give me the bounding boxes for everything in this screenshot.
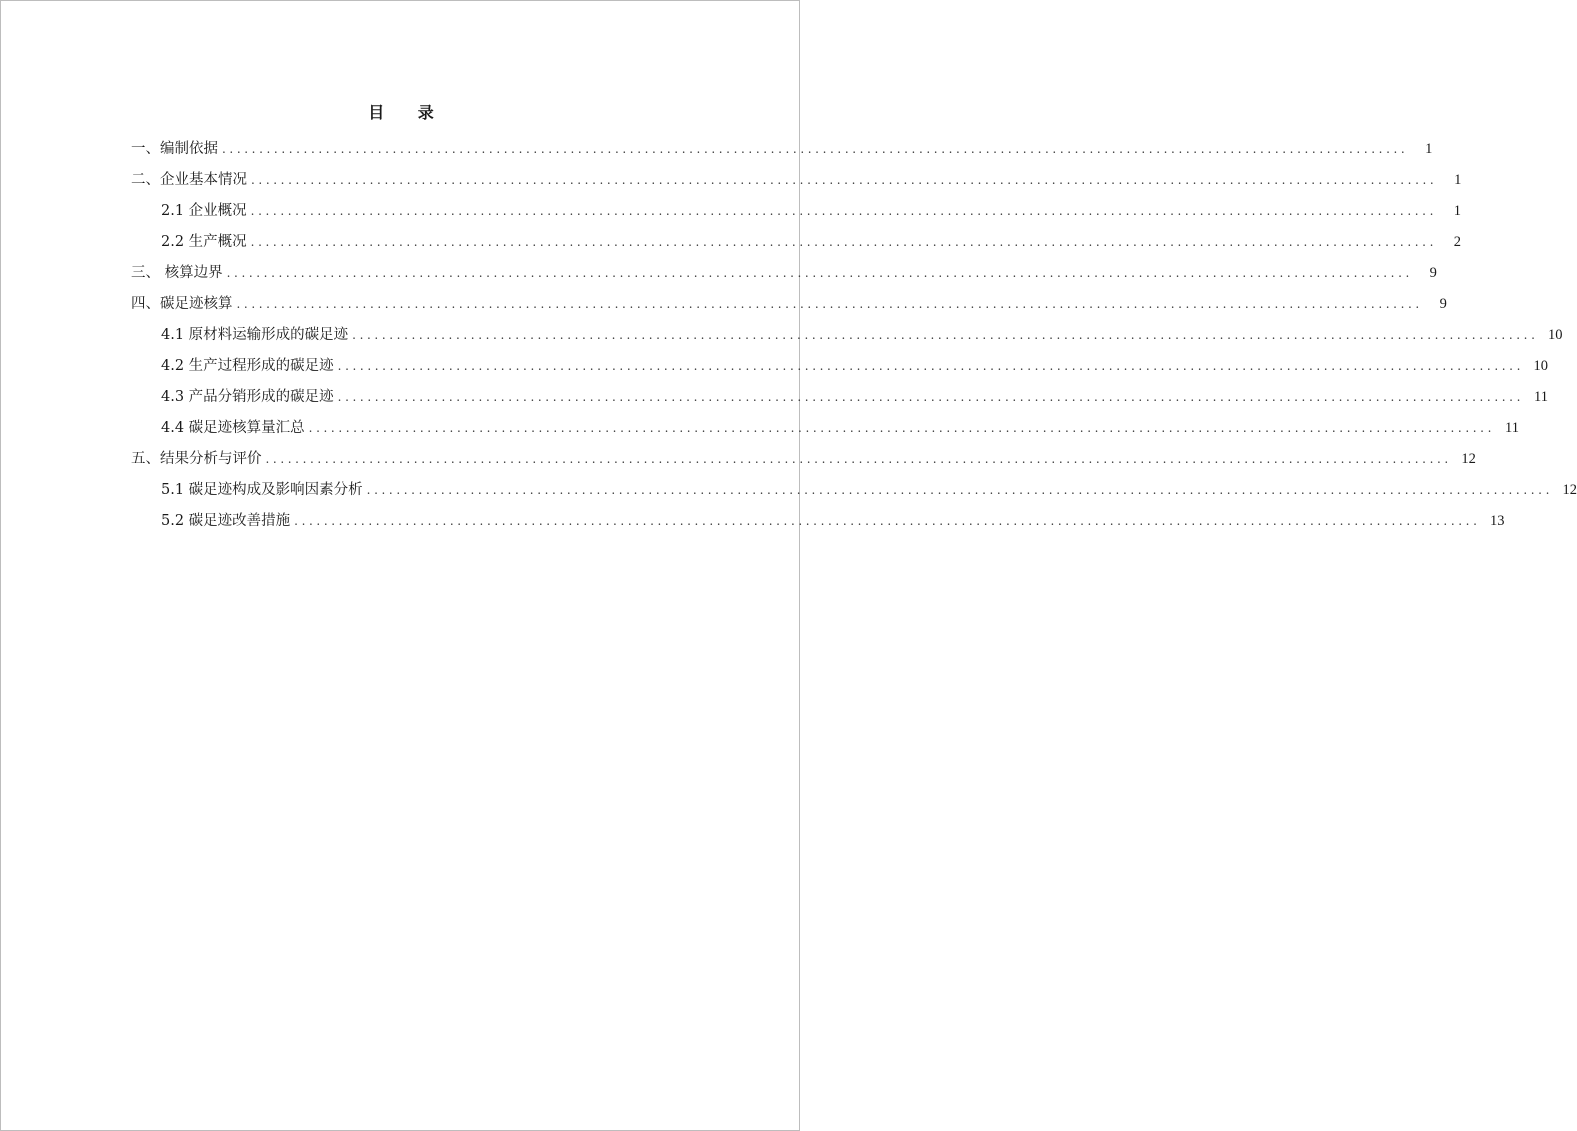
toc-entry-4-2[interactable] (131, 351, 1548, 382)
toc-entry-label: 4.3 产品分销形成的碳足迹 (161, 389, 334, 405)
toc-entry-1[interactable] (131, 134, 1433, 165)
toc-entry-label: 4.1 原材料运输形成的碳足迹 (161, 327, 349, 343)
toc-dot-leader: ................................................................................................................................................................ (226, 266, 1413, 280)
toc-entry-label: 二、企业基本情况 (131, 172, 247, 188)
toc-dot-leader: ................................................................................................................................................................ (308, 421, 1495, 435)
table-of-contents (131, 134, 1577, 537)
toc-entry-label: 五、结果分析与评价 (131, 451, 262, 467)
toc-entry-page: 13 (1489, 513, 1505, 529)
toc-entry-2-2[interactable] (131, 227, 1461, 258)
toc-entry-2[interactable] (131, 165, 1462, 196)
toc-entry-label: 四、碳足迹核算 (131, 296, 233, 312)
toc-dot-leader: ................................................................................................................................................................ (251, 173, 1438, 187)
toc-entry-3[interactable] (131, 258, 1437, 289)
toc-entry-4-3[interactable] (131, 382, 1548, 413)
toc-entry-page: 1 (1425, 141, 1433, 157)
toc-entry-label: 4.2 生产过程形成的碳足迹 (161, 358, 334, 374)
toc-entry-5[interactable] (131, 444, 1476, 475)
toc-entry-5-1[interactable] (131, 475, 1577, 506)
toc-dot-leader: ................................................................................................................................................................ (294, 514, 1481, 528)
toc-entry-page: 11 (1505, 420, 1519, 436)
toc-entry-4-1[interactable] (131, 320, 1563, 351)
toc-entry-page: 2 (1453, 234, 1461, 250)
toc-dot-leader: ................................................................................................................................................................ (366, 483, 1553, 497)
toc-dot-leader: ................................................................................................................................................................ (250, 204, 1437, 218)
toc-dot-leader: ................................................................................................................................................................ (250, 235, 1437, 249)
toc-entry-label: 2.2 生产概况 (161, 234, 247, 250)
toc-entry-page: 9 (1439, 296, 1447, 312)
toc-entry-page: 12 (1461, 451, 1476, 467)
toc-entry-4[interactable] (131, 289, 1447, 320)
toc-entry-label: 2.1 企业概况 (161, 203, 247, 219)
toc-entry-page: 10 (1533, 358, 1548, 374)
toc-entry-label: 一、编制依据 (131, 141, 218, 157)
toc-dot-leader: ................................................................................................................................................................ (337, 390, 1524, 404)
toc-entry-page: 12 (1562, 482, 1577, 498)
toc-entry-page: 11 (1534, 389, 1548, 405)
toc-entry-page: 9 (1429, 265, 1437, 281)
toc-dot-leader: ................................................................................................................................................................ (236, 297, 1423, 311)
toc-dot-leader: ................................................................................................................................................................ (337, 359, 1524, 373)
toc-entry-label: 4.4 碳足迹核算量汇总 (161, 420, 305, 436)
toc-entry-5-2[interactable] (131, 506, 1505, 537)
toc-title: 目 录 (368, 103, 448, 122)
toc-entry-2-1[interactable] (131, 196, 1461, 227)
toc-entry-label: 5.2 碳足迹改善措施 (161, 513, 291, 529)
toc-dot-leader: ................................................................................................................................................................ (222, 142, 1409, 156)
toc-entry-label: 5.1 碳足迹构成及影响因素分析 (161, 482, 363, 498)
toc-entry-page: 10 (1547, 327, 1563, 343)
toc-dot-leader: ................................................................................................................................................................ (265, 452, 1452, 466)
toc-entry-page: 1 (1453, 203, 1461, 219)
toc-dot-leader: ................................................................................................................................................................ (352, 328, 1539, 342)
toc-entry-label: 三、 核算边界 (131, 265, 223, 281)
toc-entry-page: 1 (1454, 172, 1462, 188)
toc-entry-4-4[interactable] (131, 413, 1519, 444)
